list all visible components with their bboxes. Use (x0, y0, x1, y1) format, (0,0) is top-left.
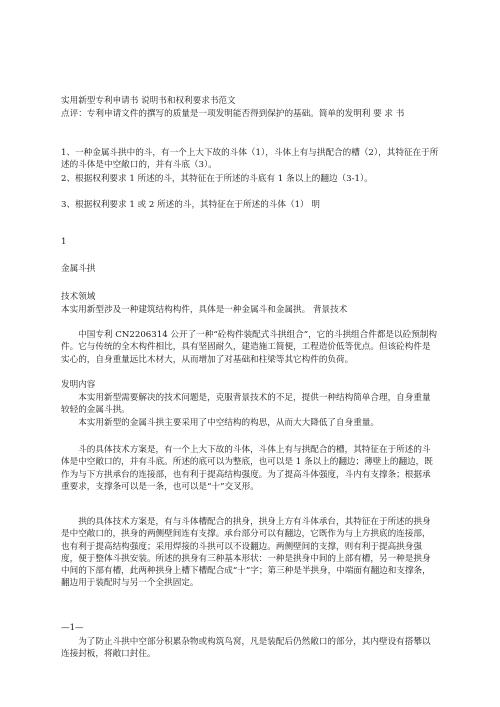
section-heading: 金属斗拱 (61, 264, 96, 274)
last-paragraph: 为了防止斗拱中空部分积累杂物或构筑鸟窝，凡是装配后仍然敞口的部分，其内壁设有搭攀以连接封板，将敞口封住。 (61, 637, 431, 660)
background-paragraph: 中国专利 CN2206314 公开了一种“砼构件装配式斗拱组合”，它的斗拱组合件都是以砼预制构件。它与传统的全木构件相比，具有坚固耐久，建造施工简便，工程造价低等优点。但该砼构件是实心的，自身重量远比木材大，从而增加了对基础和柱梁等其它构件的负荷。 (61, 330, 437, 365)
gong-paragraph: 拱的具体技术方案是，有与斗体槽配合的拱身，拱身上方有斗体承台，其特征在于所述的拱身是中空敞口的，拱身的两侧壁间连有支撑。承台部分可以有翻边，它既作为与上方拱底的连接部，也有利于提高结构强度；采用焊接的斗拱可以不设翻边。两侧壁间的支撑，则有利于提高拱身强度，便于整体斗拱安装。所述的拱身有三种基本形状：一种是拱身中间的上部有槽，另一种是拱身中间的下部有槽，此两种拱身上槽下槽配合成“十”字；第三种是半拱身，中端面有翻边和支撑条，翻边用于装配时与另一个全拱固定。 (61, 517, 431, 589)
intro-paragraph: 点评：专利申请文件的撰写的质量是一项发明能否得到保护的基础。简单的发明利 要 求 书 (61, 109, 405, 119)
doc-title-line: 实用新型专利申请书 说明书和权利要求书范文 (61, 96, 236, 106)
content-label: 发明内容 (61, 380, 96, 390)
content-paragraph-2: 本实用新型的金属斗拱主要采用了中空结构的构思，从而大大降低了自身重量。 (78, 418, 379, 428)
field-label: 技术领域 (61, 292, 96, 302)
claim-1: 1、一种金属斗拱中的斗，有一个上大下故的斗体（1），斗体上有与拱配合的槽（2），其特征在于所述的斗体是中空敞口的，并有斗底（3）。 (61, 148, 439, 171)
claim-3: 3、根据权利要求 1 或 2 所述的斗，其特征在于所述的斗体（1） 明 (61, 200, 320, 210)
claim-2: 2、根据权利要求 1 所述的斗，其特征在于所述的斗底有 1 条以上的翻边（3-1）。 (61, 174, 373, 184)
field-paragraph: 本实用新型涉及一种建筑结构构件，具体是一种金属斗和金属拱。 背景技术 (61, 305, 348, 315)
content-paragraph-1: 本实用新型需要解决的技术问题是，克服背景技术的不足，提供一种结构简单合理，自身重量较轻的金属斗拱。 (61, 393, 431, 416)
page-mark: —1— (61, 623, 84, 633)
page-number: 1 (61, 237, 67, 247)
dou-paragraph: 斗的具体技术方案是，有一个上大下故的斗体，斗体上有与拱配合的槽，其特征在于所述的斗体是中空敞口的，并有斗底。所述的底可以为整底，也可以是 1 条以上的翻边；薄壁上的翻边，既作为与下方拱承台的连接部，也有利于提高结构强度。为了提高斗体强度，斗内有支撑条；根据承重要求，支撑条可以是一条，也可以是“十”交叉形。 (61, 445, 433, 492)
